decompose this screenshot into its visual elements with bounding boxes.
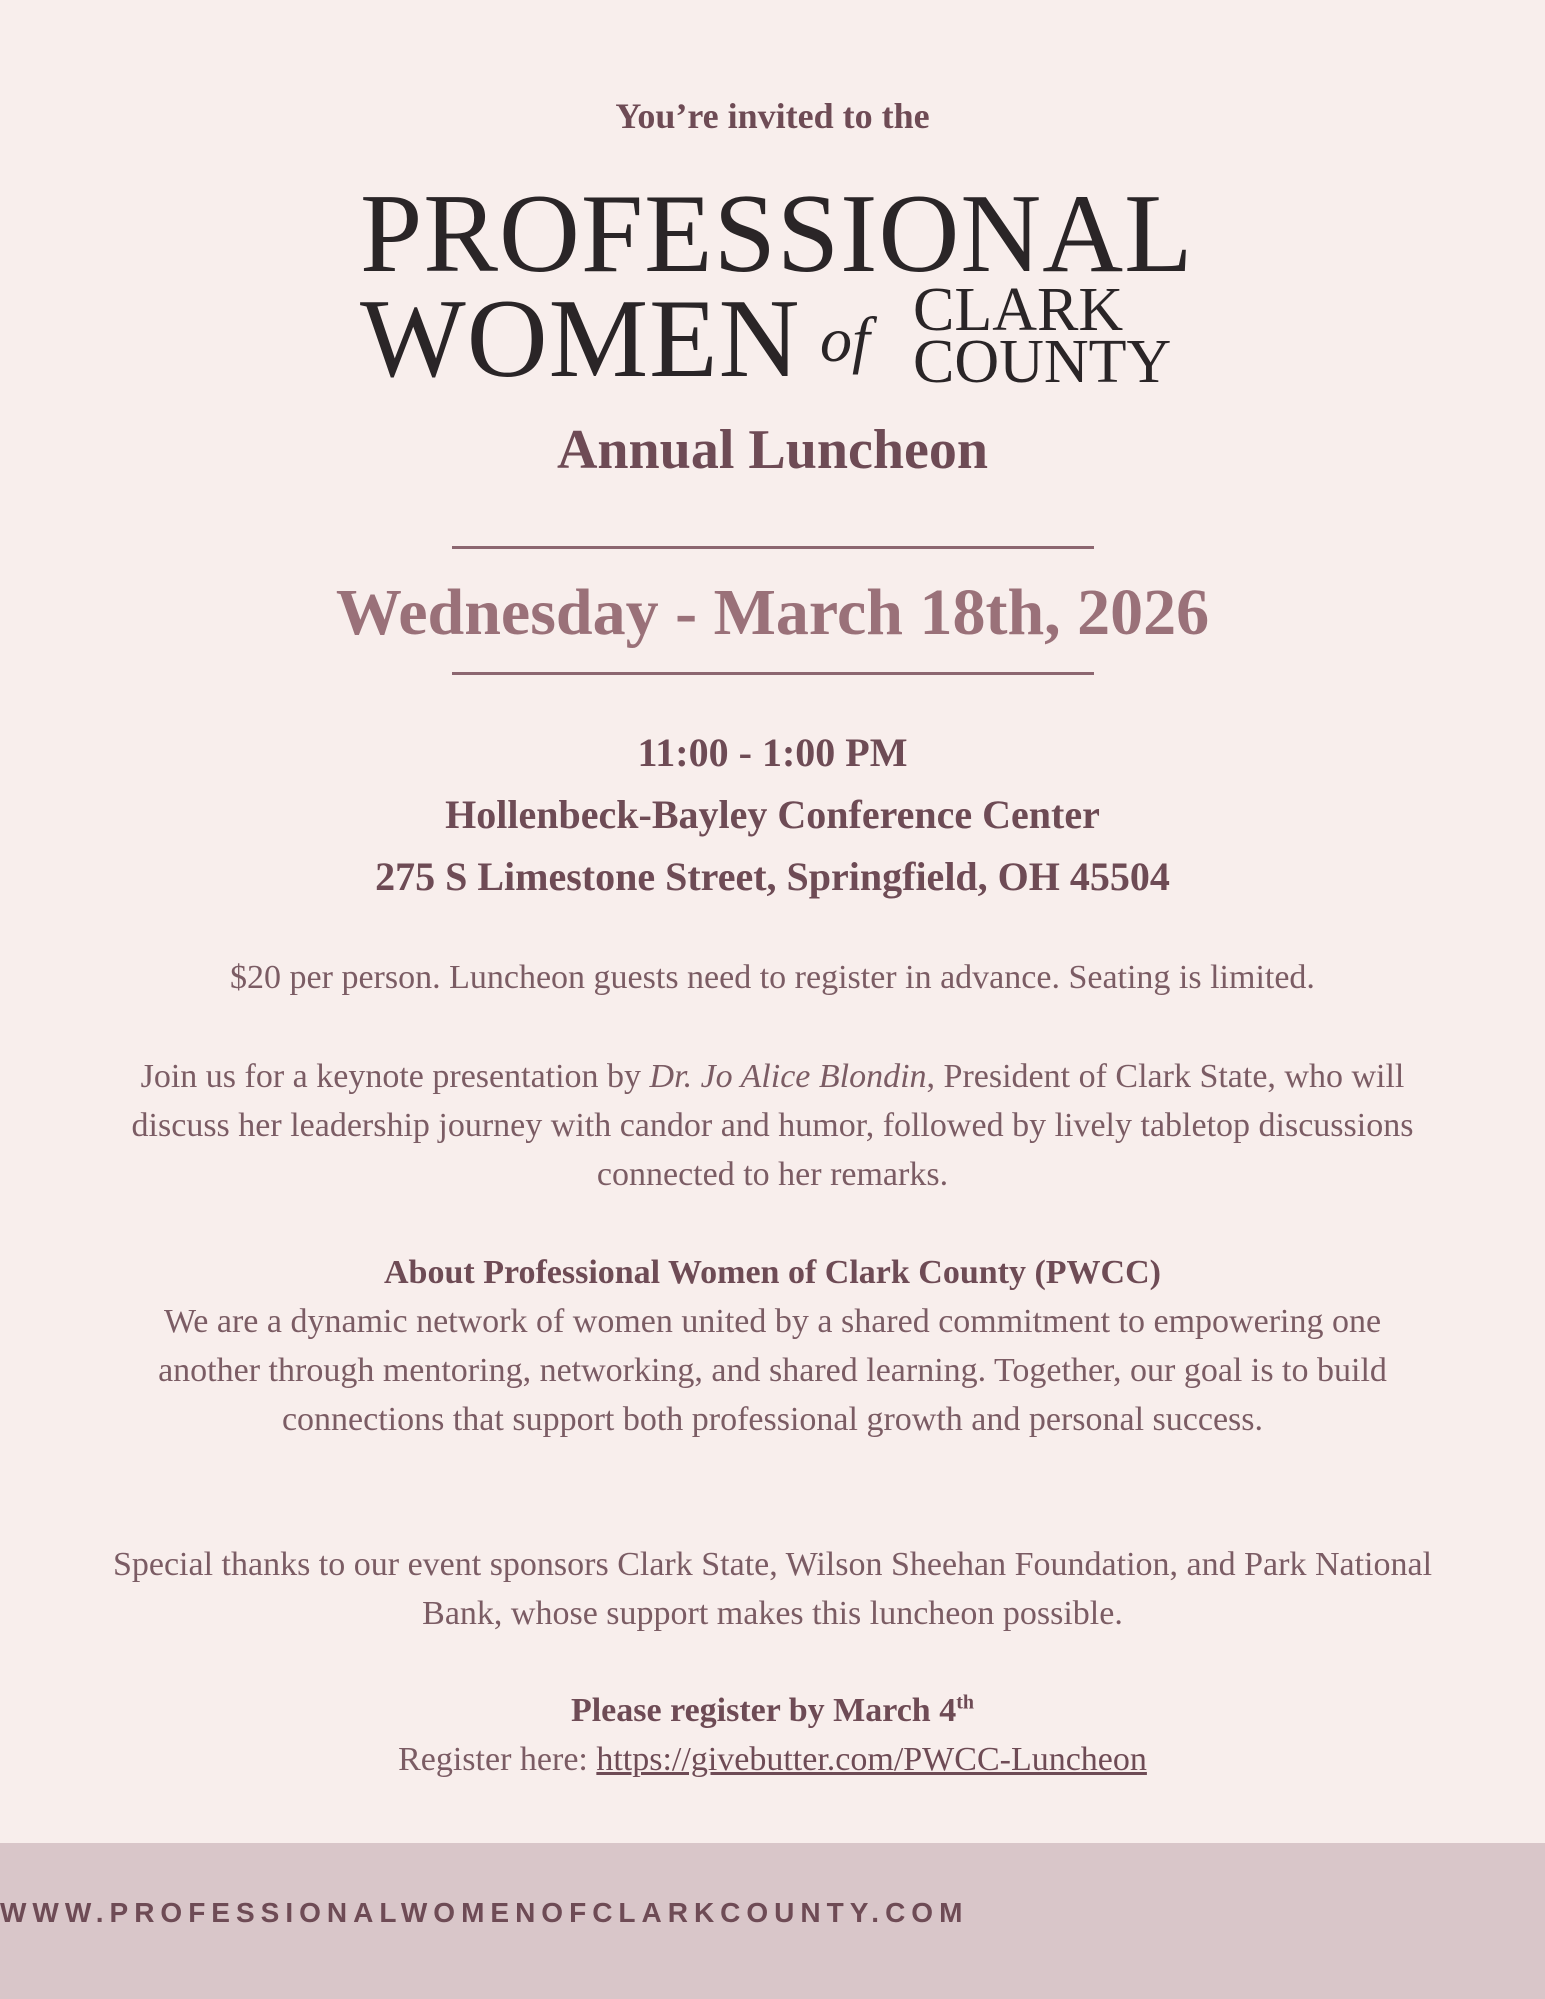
register-deadline — [110, 1686, 1435, 1735]
event-address: 275 S Limestone Street, Springfield, OH 45504 — [375, 854, 1170, 899]
register-prefix: Register here: — [398, 1741, 597, 1778]
footer-band — [0, 1843, 1545, 1999]
register-deadline-text: Please register by March 4 — [570, 1692, 957, 1729]
logo-professional: PROFESSIONAL — [360, 172, 1194, 296]
keynote-paragraph — [110, 1052, 1435, 1199]
event-time: 11:00 - 1:00 PM — [637, 730, 908, 775]
price-note: $20 per person. Luncheon guests need to register in advance. Seating is limited. — [230, 959, 1315, 996]
keynote-description: , President of Clark State, who will discuss her leadership journey with candor and humor, followed by lively tabletop discussions connected to her remarks. — [131, 1058, 1414, 1193]
event-details — [0, 722, 1545, 908]
about-section — [110, 1248, 1435, 1444]
sponsor-thanks: Special thanks to our event sponsors Clark State, Wilson Sheehan Foundation, and Park National Bank, whose support makes this luncheon possible. — [112, 1546, 1433, 1632]
footer-website[interactable]: WWW.PROFESSIONALWOMENOFCLARKCOUNTY.COM — [0, 1897, 969, 1928]
register-section — [110, 1686, 1435, 1784]
keynote-intro: Join us for a keynote presentation by — [140, 1058, 650, 1095]
divider-top — [452, 546, 1094, 549]
register-link[interactable]: https://givebutter.com/PWCC-Luncheon — [596, 1741, 1147, 1778]
invite-line: You’re invited to the — [615, 96, 930, 136]
event-date: Wednesday - March 18th, 2026 — [335, 576, 1210, 649]
about-body: We are a dynamic network of women united by a shared commitment to empowering one another through mentoring, networking, and shared learning. Together, our goal is to build connections that support both professional growth and personal success. — [158, 1303, 1387, 1438]
about-heading: About Professional Women of Clark County (PWCC) — [384, 1254, 1161, 1291]
divider-bottom — [452, 672, 1094, 675]
logo-of: of — [820, 304, 870, 375]
keynote-speaker: Dr. Jo Alice Blondin — [649, 1058, 927, 1095]
event-venue: Hollenbeck-Bayley Conference Center — [445, 792, 1100, 837]
logo-county: COUNTY — [913, 328, 1172, 396]
logo-women: WOMEN — [360, 277, 801, 401]
pwcc-logo — [360, 172, 1194, 401]
event-title: Annual Luncheon — [556, 419, 989, 481]
register-deadline-suffix: th — [956, 1691, 975, 1714]
logo-clark: CLARK — [913, 276, 1124, 344]
